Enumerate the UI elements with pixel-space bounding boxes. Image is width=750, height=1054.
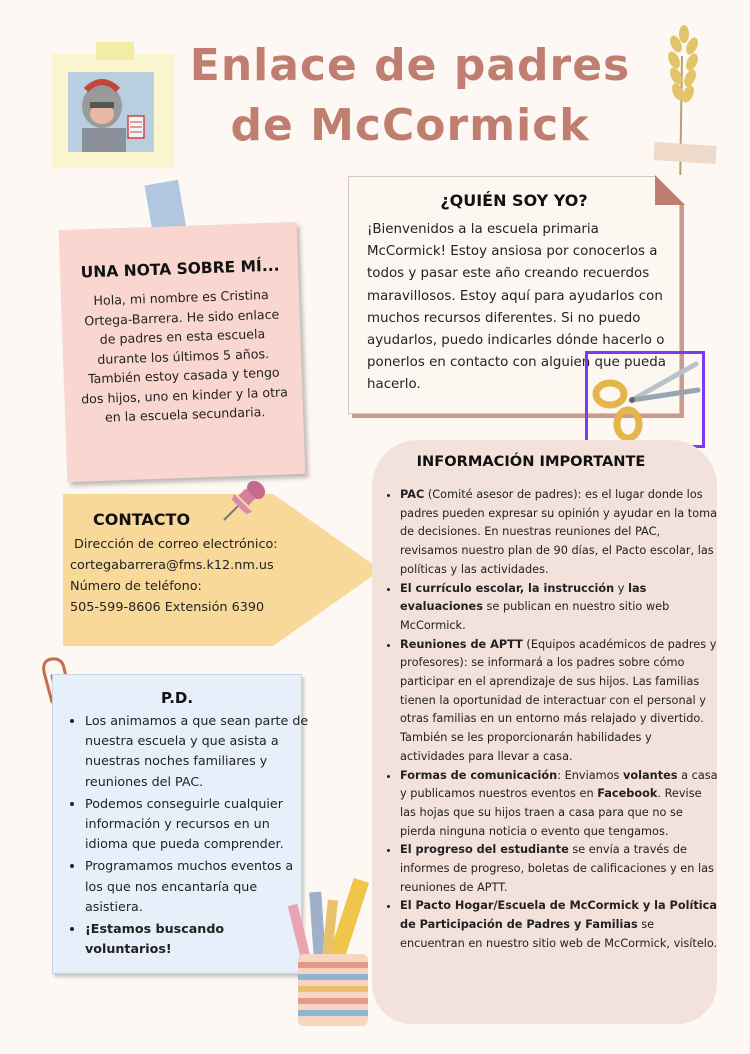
important-info-list [384, 486, 718, 954]
mascot-image [68, 72, 154, 152]
pd-item: • Los animamos a que sean parte de nuestra escuela y que asista a nuestras noches familiares y reuniones del PAC. [85, 711, 315, 792]
info-item-aptt: • Reuniones de APTT (Equipos académicos de padres y profesores): se informará a los padres sobre cómo participar en el aprendizaje de sus hijos. Las familias tienen la oportunidad de interactuar con el personal y otras familias en un entorno más relajado y divertido. También se les proporcionarán habilidades y actividades para llevar a casa. [400, 636, 718, 767]
who-am-i-title: ¿QUIÉN SOY YO? [440, 191, 588, 210]
contact-body [70, 534, 315, 618]
about-me-note [59, 222, 306, 482]
about-me-title: UNA NOTA SOBRE MÍ... [80, 256, 280, 282]
page-title [175, 36, 645, 156]
dried-flower-icon [640, 16, 730, 196]
contact-title: CONTACTO [93, 510, 191, 529]
yellow-tape-icon [96, 42, 134, 60]
about-me-body: Hola, mi nombre es Cristina Ortega-Barrera. He sido enlace de padres en esta escuela durante los últimos 5 años. También estoy casada y tengo dos hijos, uno en kinder y la otra en la escuela secundaria. [80, 286, 289, 425]
info-item-communication: • Formas de comunicación: Enviamos volantes a casa y publicamos nuestros eventos en Facebook. Revise las hojas que su hijos traen a casa para que no se pierda ninguna noticia o evento que tengamos. [400, 767, 718, 842]
selection-highlight[interactable] [585, 351, 705, 448]
pd-item: • Programamos muchos eventos a los que nos encantaría que asistiera. [85, 856, 315, 917]
pd-item: • Podemos conseguirle cualquier información y recursos en un idioma que pueda comprender. [85, 794, 315, 855]
important-info-panel [372, 440, 717, 1024]
mascot-photo [52, 54, 174, 168]
info-item-pac: • PAC (Comité asesor de padres): es el lugar donde los padres pueden expresar su opinión y ayudar en la toma de decisiones. En nuestras reuniones del PAC, revisamos nuestro plan de 90 días, el Pacto escolar, las políticas y las actividades. [400, 486, 718, 580]
email-label: Dirección de correo electrónico: [74, 537, 278, 552]
knight-mascot-icon [68, 72, 154, 152]
title-line-2: de McCormick [230, 100, 590, 151]
email-address[interactable]: cortegabarrera@fms.k12.nm.us [70, 558, 274, 573]
pd-title: P.D. [160, 689, 194, 707]
pd-item-volunteers: • ¡Estamos buscando voluntarios! [85, 919, 315, 959]
info-item-progress: • El progreso del estudiante se envía a través de informes de progreso, boletas de calificaciones y en las reuniones de APTT. [400, 841, 718, 897]
info-item-curriculum: • El currículo escolar, la instrucción y las evaluaciones se publican en nuestro sitio web McCormick. [400, 580, 718, 636]
important-info-title: INFORMACIÓN IMPORTANTE [416, 453, 646, 470]
phone-label: Número de teléfono: [70, 579, 202, 594]
push-pin-icon [212, 476, 272, 528]
pd-box [52, 674, 309, 974]
title-line-1: Enlace de padres [189, 40, 631, 91]
who-am-i-body: ¡Bienvenidos a la escuela primaria McCormick! Estoy ansiosa por conocerlos a todos y pasar este año creando recuerdos maravillosos. Estoy aquí para ayudarlos con muchos recursos diferentes. Si no puedo ayudarlos, puedo indicarles dónde hacerlo o ponerlos en contacto con alguien que pueda hacerlo. [367, 222, 666, 393]
info-item-compact: • El Pacto Hogar/Escuela de McCormick y la Política de Participación de Padres y Familias se encuentran en nuestro sitio web de McCormick, visítelo. [400, 897, 718, 953]
phone-number[interactable]: 505-599-8606 Extensión 6390 [70, 600, 265, 615]
